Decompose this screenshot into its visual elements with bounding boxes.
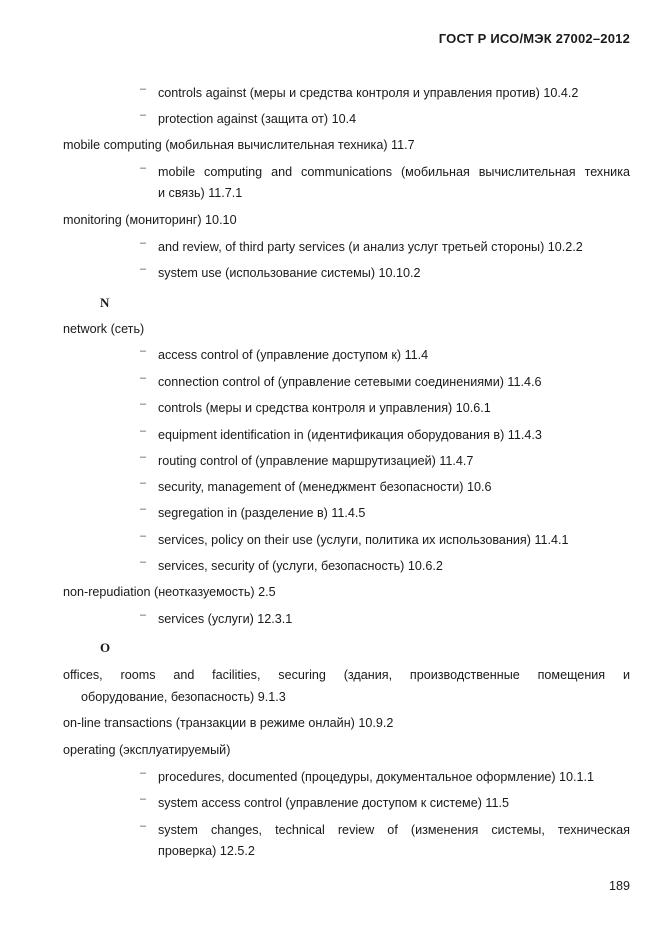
index-subentry: services (услуги) 12.3.1 bbox=[158, 612, 293, 626]
section-letter: N bbox=[100, 295, 110, 310]
index-subentry: and review, of third party services (и анализ услуг третьей стороны) 10.2.2 bbox=[158, 240, 583, 254]
index-subentry: system use (использование системы) 10.10.2 bbox=[158, 266, 421, 280]
dash-marker: – bbox=[139, 109, 147, 121]
index-entry: on-line transactions (транзакции в режиме онлайн) 10.9.2 bbox=[63, 716, 394, 730]
index-subentry: procedures, documented (процедуры, документальное оформление) 10.1.1 bbox=[158, 770, 595, 784]
dash-marker: – bbox=[139, 609, 147, 621]
index-subentry: security, management of (менеджмент безопасности) 10.6 bbox=[158, 480, 492, 494]
index-subentry: routing control of (управление маршрутизацией) 11.4.7 bbox=[158, 454, 474, 468]
index-subentry: services, security of (услуги, безопасность) 10.6.2 bbox=[158, 559, 443, 573]
dash-marker: – bbox=[139, 372, 147, 384]
dash-marker: – bbox=[139, 263, 147, 275]
index-subentry: system access control (управление доступом к системе) 11.5 bbox=[158, 796, 509, 810]
dash-marker: – bbox=[139, 425, 147, 437]
index-subentry: mobile computing and communications (мобильная вычислительная техника bbox=[158, 165, 630, 179]
index-entry: operating (эксплуатируемый) bbox=[63, 743, 231, 757]
index-subentry: access control of (управление доступом к) 11.4 bbox=[158, 348, 429, 362]
index-subentry: controls (меры и средства контроля и управления) 10.6.1 bbox=[158, 401, 491, 415]
index-subentry: controls against (меры и средства контроля и управления против) 10.4.2 bbox=[158, 86, 579, 100]
index-subentry: system changes, technical review of (изменения системы, техническая bbox=[158, 823, 630, 837]
dash-marker: – bbox=[139, 83, 147, 95]
dash-marker: – bbox=[139, 162, 147, 174]
dash-marker: – bbox=[139, 793, 147, 805]
dash-marker: – bbox=[139, 820, 147, 832]
dash-marker: – bbox=[139, 237, 147, 249]
dash-marker: – bbox=[139, 398, 147, 410]
dash-marker: – bbox=[139, 503, 147, 515]
index-subentry-continuation: проверка) 12.5.2 bbox=[158, 844, 255, 858]
dash-marker: – bbox=[139, 477, 147, 489]
dash-marker: – bbox=[139, 530, 147, 542]
dash-marker: – bbox=[139, 345, 147, 357]
index-subentry-continuation: и связь) 11.7.1 bbox=[158, 186, 243, 200]
index-entry: mobile computing (мобильная вычислительная техника) 11.7 bbox=[63, 138, 415, 152]
index-entry: network (сеть) bbox=[63, 322, 145, 336]
index-entry: offices, rooms and facilities, securing (здания, производственные помещения и bbox=[63, 668, 630, 682]
dash-marker: – bbox=[139, 451, 147, 463]
index-entry: non-repudiation (неотказуемость) 2.5 bbox=[63, 585, 276, 599]
index-subentry: equipment identification in (идентификация оборудования в) 11.4.3 bbox=[158, 428, 542, 442]
page-number: 189 bbox=[608, 879, 630, 893]
index-subentry: segregation in (разделение в) 11.4.5 bbox=[158, 506, 366, 520]
index-subentry: connection control of (управление сетевыми соединениями) 11.4.6 bbox=[158, 375, 542, 389]
index-subentry: protection against (защита от) 10.4 bbox=[158, 112, 357, 126]
index-subentry: services, policy on their use (услуги, политика их использования) 11.4.1 bbox=[158, 533, 569, 547]
dash-marker: – bbox=[139, 767, 147, 779]
dash-marker: – bbox=[139, 556, 147, 568]
index-entry: monitoring (мониторинг) 10.10 bbox=[63, 213, 237, 227]
document-header: ГОСТ Р ИСО/МЭК 27002–2012 bbox=[438, 31, 630, 46]
index-entry-continuation: оборудование, безопасность) 9.1.3 bbox=[81, 690, 286, 704]
section-letter: O bbox=[100, 640, 111, 655]
